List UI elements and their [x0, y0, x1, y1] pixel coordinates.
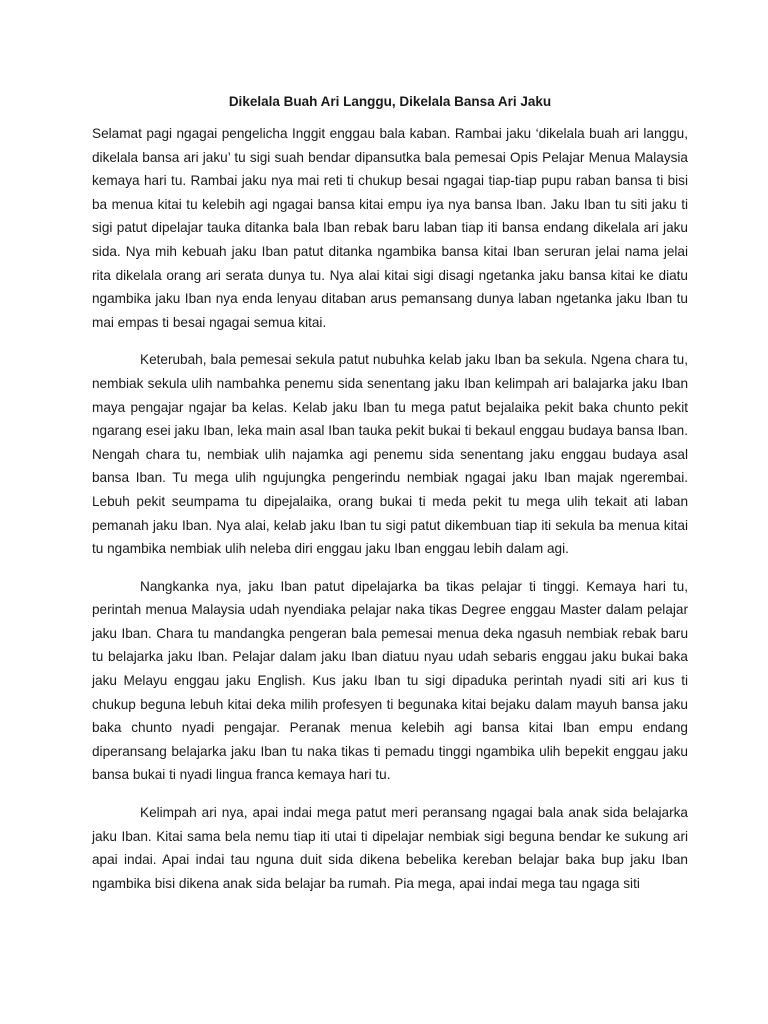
paragraph-3: Nangkanka nya, jaku Iban patut dipelajarka ba tikas pelajar ti tinggi. Kemaya hari tu, perintah menua Malaysia udah nyendiaka pelajar naka tikas Degree enggau Master dalam pelajar jaku Iban. Chara tu mandangka pengeran bala pemesai menua deka ngasuh nembiak rebak baru tu belajarka jaku Iban. Pelajar dalam jaku Iban diatuu nyau udah sebaris enggau jaku bukai baka jaku Melayu enggau jaku English. Kus jaku Iban tu sigi dipaduka perintah nyadi siti ari kus ti chukup beguna lebuh kitai deka milih profesyen ti begunaka kitai bejaku dalam mayuh bansa jaku baka chunto nyadi pengajar. Peranak menua kelebih agi bansa kitai Iban empu endang diperansang belajarka jaku Iban tu naka tikas ti pemadu tinggi ngambika ulih bepekit enggau jaku bansa bukai ti nyadi lingua franca kemaya hari tu.: [92, 578, 688, 783]
document-body: [92, 122, 688, 909]
paragraph-4: Kelimpah ari nya, apai indai mega patut meri peransang ngagai bala anak sida belajarka jaku Iban. Kitai sama bela nemu tiap iti utai ti dipelajar nembiak sigi beguna bendar ke sukung ari apai indai. Apai indai tau nguna duit sida dikena bebelika kereban belajar baka bup jaku Iban ngambika bisi dikena anak sida belajar ba rumah. Pia mega, apai indai mega tau ngaga siti: [92, 805, 688, 891]
paragraph-1: Selamat pagi ngagai pengelicha Inggit enggau bala kaban. Rambai jaku ‘dikelala buah ari langgu, dikelala bansa ari jaku’ tu sigi suah bendar dipansutka bala pemesai Opis Pelajar Menua Malaysia kemaya hari tu. Rambai jaku nya mai reti ti chukup besai ngagai tiap-tiap pupu raban bansa ti bisi ba menua kitai tu kelebih agi ngagai bansa kitai empu iya nya bansa Iban. Jaku Iban tu siti jaku ti sigi patut dipelajar tauka ditanka bala Iban rebak baru laban tiap iti bansa endang dikelala ari jaku sida. Nya mih kebuah jaku Iban patut ditanka ngambika bansa kitai Iban seruran jelai nama jelai rita dikelala orang ari serata dunya tu. Nya alai kitai sigi disagi ngetanka jaku bansa kitai ke diatu ngambika jaku Iban nya enda lenyau ditaban arus pemansang dunya laban ngetanka jaku Iban tu mai empas ti besai ngagai semua kitai.: [92, 126, 688, 330]
paragraph-2: Keterubah, bala pemesai sekula patut nubuhka kelab jaku Iban ba sekula. Ngena chara tu, nembiak sekula ulih nambahka penemu sida senentang jaku Iban kelimpah ari balajarka jaku Iban maya pengajar ngajar ba kelas. Kelab jaku Iban tu mega patut bejalaika pekit baka chunto pekit ngarang esei jaku Iban, leka main asal Iban tauka pekit bukai ti bekaul enggau budaya bansa Iban. Nengah chara tu, nembiak ulih najamka agi penemu sida senentang jaku enggau budaya asal bansa Iban. Tu mega ulih ngujungka pengerindu nembiak ngagai jaku Iban majak ngerembai. Lebuh pekit seumpama tu dipejalaika, orang bukai ti meda pekit tu mega ulih tekait ati laban pemanah jaku Iban. Nya alai, kelab jaku Iban tu sigi patut dikembuan tiap iti sekula ba menua kitai tu ngambika nembiak ulih neleba diri enggau jaku Iban enggau lebih dalam agi.: [92, 352, 688, 557]
document-title: Dikelala Buah Ari Langgu, Dikelala Bansa Ari Jaku: [228, 94, 552, 109]
